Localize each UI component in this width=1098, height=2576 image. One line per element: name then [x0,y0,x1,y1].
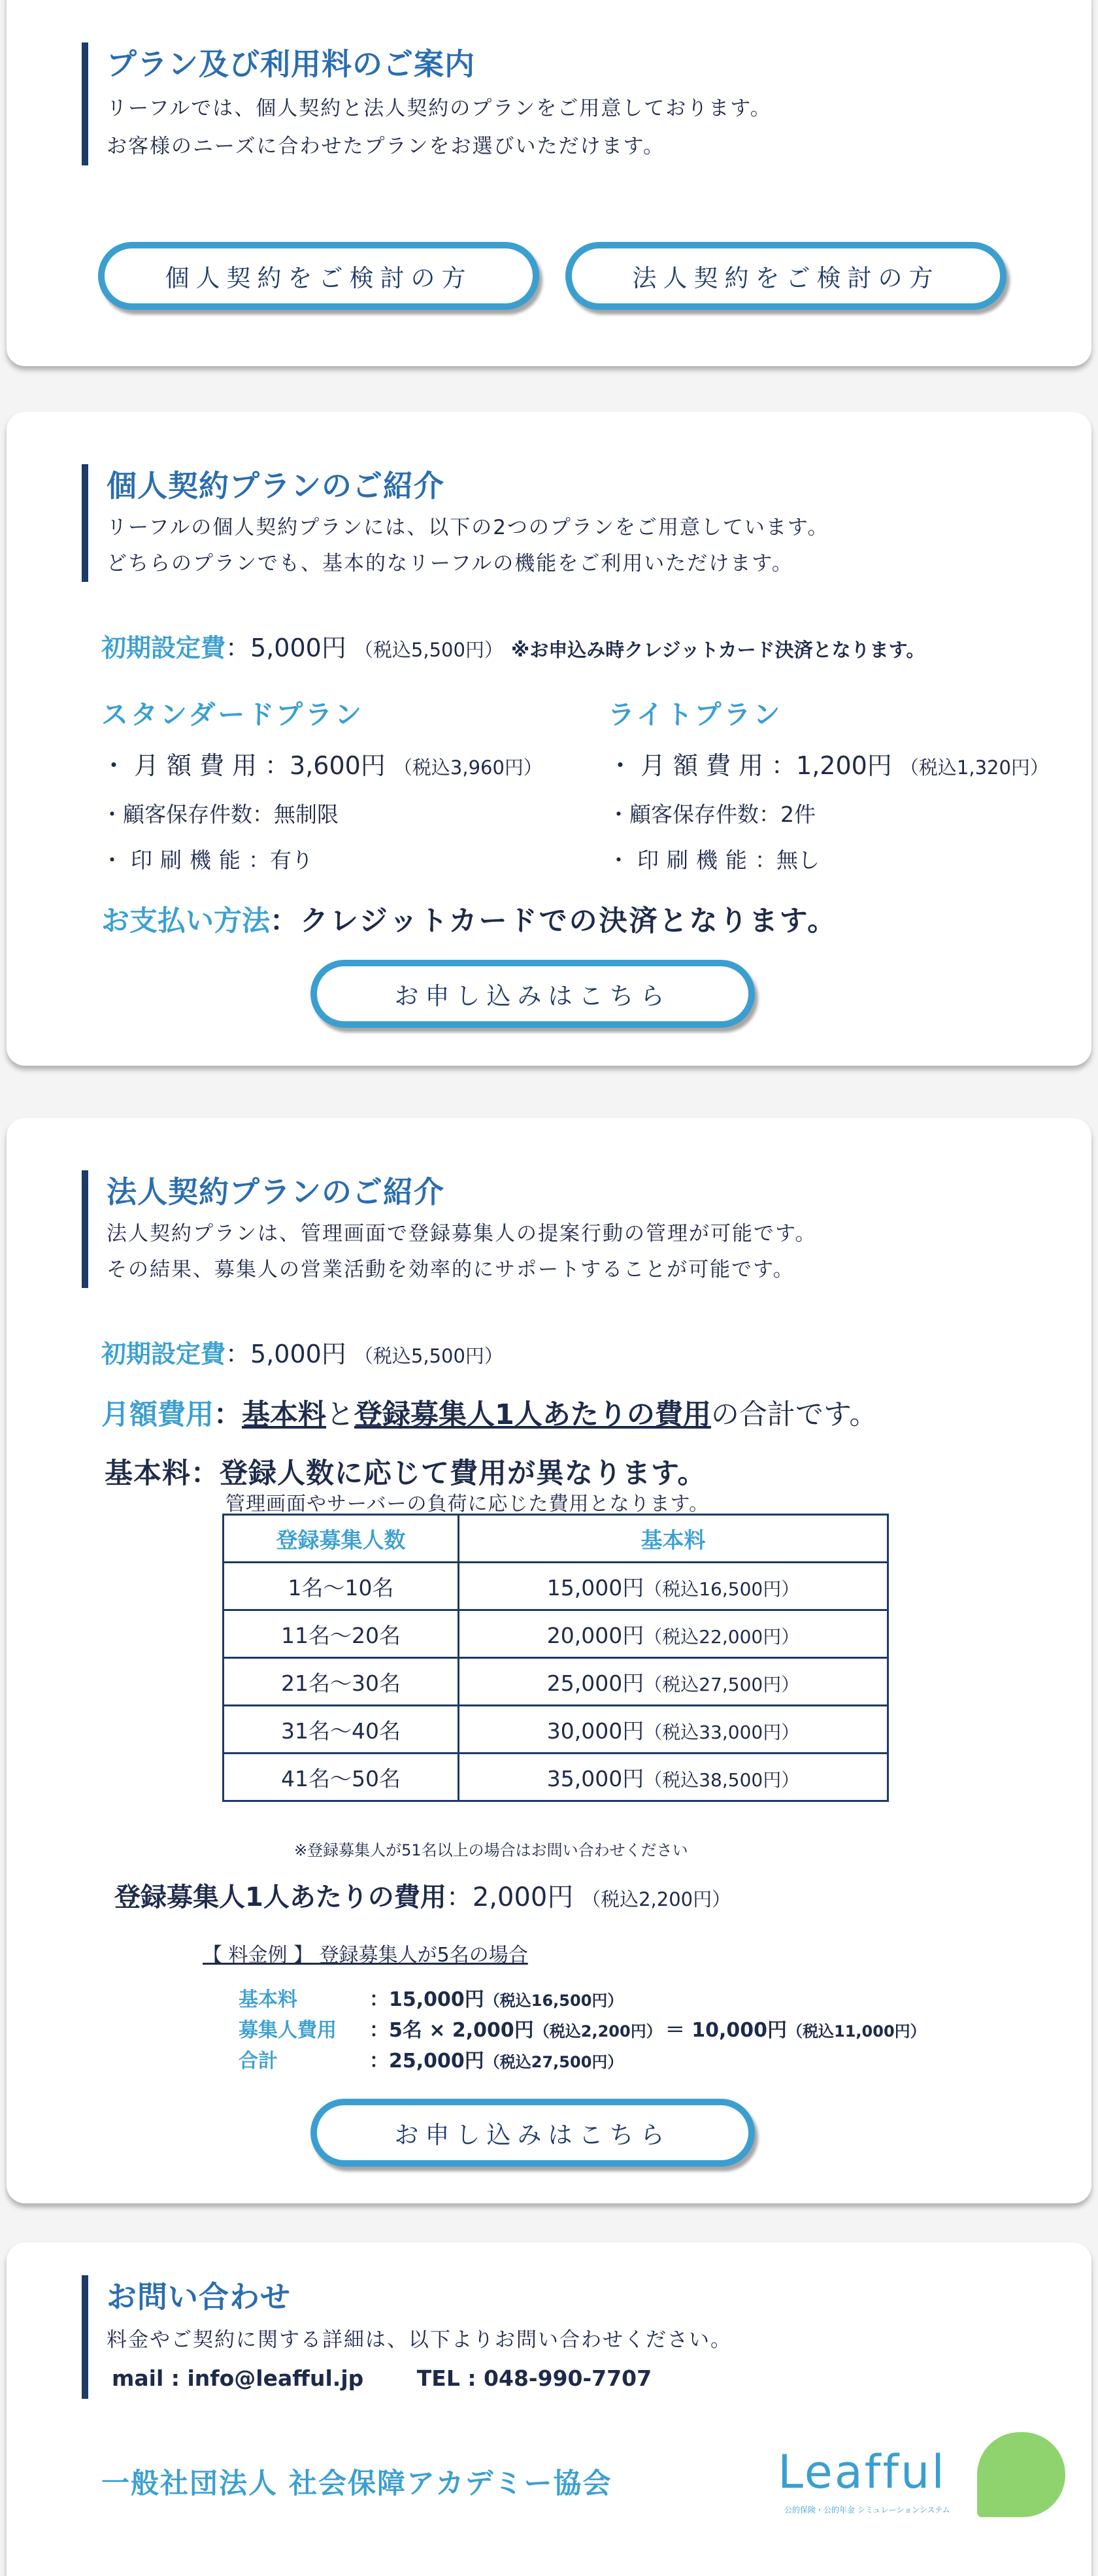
standard-storage: ・顧客保存件数：無制限 [101,802,339,827]
contact-details [107,2358,732,2399]
contact-intro: 料金やご契約に関する詳細は、以下よりお問い合わせください。 [107,2328,732,2352]
setup-fee-tax: （税込5,500円） [354,639,503,661]
personal-plan-button[interactable]: 個人契約をご検討の方 [98,242,539,310]
table-row [224,1563,888,1610]
personal-plan-title: 個人契約プランのご紹介 [107,468,444,503]
corporate-plan-button[interactable]: 法人契約をご検討の方 [565,242,1006,310]
guide-intro-line-2: お客様のニーズに合わせたプランをお選びいただけます。 [107,135,665,158]
table-cell-price: 20,000円（税込22,000円） [459,1610,888,1658]
standard-monthly-fee: ・月額費用：3,600円 （税込3,960円） [101,751,542,780]
lite-storage: ・顧客保存件数：2件 [608,802,816,827]
per-person-fee: 登録募集人1人あたりの費用：2,000円 （税込2,200円） [114,1882,731,1912]
guide-intro-line-1: リーフルでは、個人契約と法人契約のプランをご用意しております。 [107,97,772,120]
table-cell-range: 21名～30名 [224,1658,459,1706]
personal-intro-line-1: リーフルの個人契約プランには、以下の2つのプランをご用意しています。 [107,516,829,539]
base-fee-table [222,1514,889,1802]
table-cell-range: 11名～20名 [224,1610,459,1658]
table-row [224,1658,888,1706]
example-base-value: ：15,000円（税込16,500円） [369,1988,624,2011]
corporate-monthly-fee: 月額費用：基本料と登録募集人1人あたりの費用の合計です。 [101,1398,878,1431]
table-note: ※登録募集人が51名以上の場合はお問い合わせください [294,1841,688,1859]
lite-plan-title: ライトプラン [608,699,783,730]
column-header: 基本料 [459,1515,888,1563]
table-cell-range: 1名～10名 [224,1563,459,1610]
personal-setup-fee: 初期設定費：5,000円 （税込5,500円） ※お申込み時クレジットカード決済となります。 [101,634,925,662]
table-row [224,1706,888,1754]
corporate-apply-button[interactable]: お申し込みはこちら [310,2099,755,2167]
table-cell-price: 35,000円（税込38,500円） [459,1754,888,1801]
plan-guide-card [7,0,1091,366]
plan-guide-heading [82,42,772,165]
table-cell-range: 41名～50名 [224,1754,459,1801]
table-cell-price: 15,000円（税込16,500円） [459,1563,888,1610]
example-people-value: ：5名 × 2,000円（税込2,200円） ＝ 10,000円（税込11,000円） [369,2019,926,2042]
contact-title: お問い合わせ [107,2279,291,2314]
column-header: 登録募集人数 [224,1515,459,1563]
corporate-plan-heading [82,1170,817,1288]
setup-fee-price: 5,000円 [250,634,346,662]
corporate-intro-line-2: その結果、募集人の営業活動を効率的にサポートすることが可能です。 [107,1258,795,1281]
logo-tagline: 公的保険・公的年金 シミュレーションシステム [784,2505,950,2515]
example-total-row: 合計 [239,2050,278,2073]
example-people-row: 募集人費用 [239,2019,337,2042]
personal-plan-heading [82,464,829,582]
standard-plan-title: スタンダードプラン [101,699,365,730]
table-cell-price: 25,000円（税込27,500円） [459,1658,888,1706]
example-heading: 【 料金例 】 登録募集人が5名の場合 [203,1944,528,1967]
personal-apply-button[interactable]: お申し込みはこちら [310,960,755,1028]
setup-fee-label: 初期設定費 [101,634,226,662]
lite-print: ・印刷機能：無し [608,847,820,873]
corporate-setup-fee: 初期設定費：5,000円 （税込5,500円） [101,1340,503,1368]
table-row [224,1754,888,1801]
example-total-value: ：25,000円（税込27,500円） [369,2050,624,2073]
standard-print: ・印刷機能：有り [101,847,313,873]
table-row [224,1610,888,1658]
leafful-logo: Leafful [778,2445,946,2499]
table-header-row [224,1515,888,1563]
personal-intro-line-2: どちらのプランでも、基本的なリーフルの機能をご利用いただけます。 [107,552,793,575]
corporate-plan-card [7,1118,1091,2203]
contact-tel-link[interactable]: TEL : 048-990-7707 [416,2365,652,2391]
base-fee-heading: 基本料：登録人数に応じて費用が異なります。 [105,1457,707,1490]
contact-card [7,2243,1091,2576]
base-fee-subtext: 管理画面やサーバーの負荷に応じた費用となります。 [225,1493,710,1516]
personal-plan-card [7,412,1091,1066]
setup-fee-note: ※お申込み時クレジットカード決済となります。 [511,639,925,661]
lite-monthly-fee: ・月額費用：1,200円 （税込1,320円） [608,751,1049,780]
contact-heading [82,2275,732,2399]
page-title: プラン及び利用料のご案内 [107,46,475,82]
payment-method: お支払い方法：クレジットカードでの決済となります。 [101,905,838,938]
example-base-row: 基本料 [239,1988,297,2011]
contact-mail-link[interactable]: mail : info@leafful.jp [112,2365,364,2391]
corporate-plan-title: 法人契約プランのご紹介 [107,1174,444,1210]
organization-name: 一般社団法人 社会保障アカデミー協会 [101,2467,612,2500]
table-cell-price: 30,000円（税込33,000円） [459,1706,888,1754]
corporate-intro-line-1: 法人契約プランは、管理画面で登録募集人の提案行動の管理が可能です。 [107,1222,817,1246]
leaf-logo-icon [977,2432,1065,2517]
table-cell-range: 31名～40名 [224,1706,459,1754]
